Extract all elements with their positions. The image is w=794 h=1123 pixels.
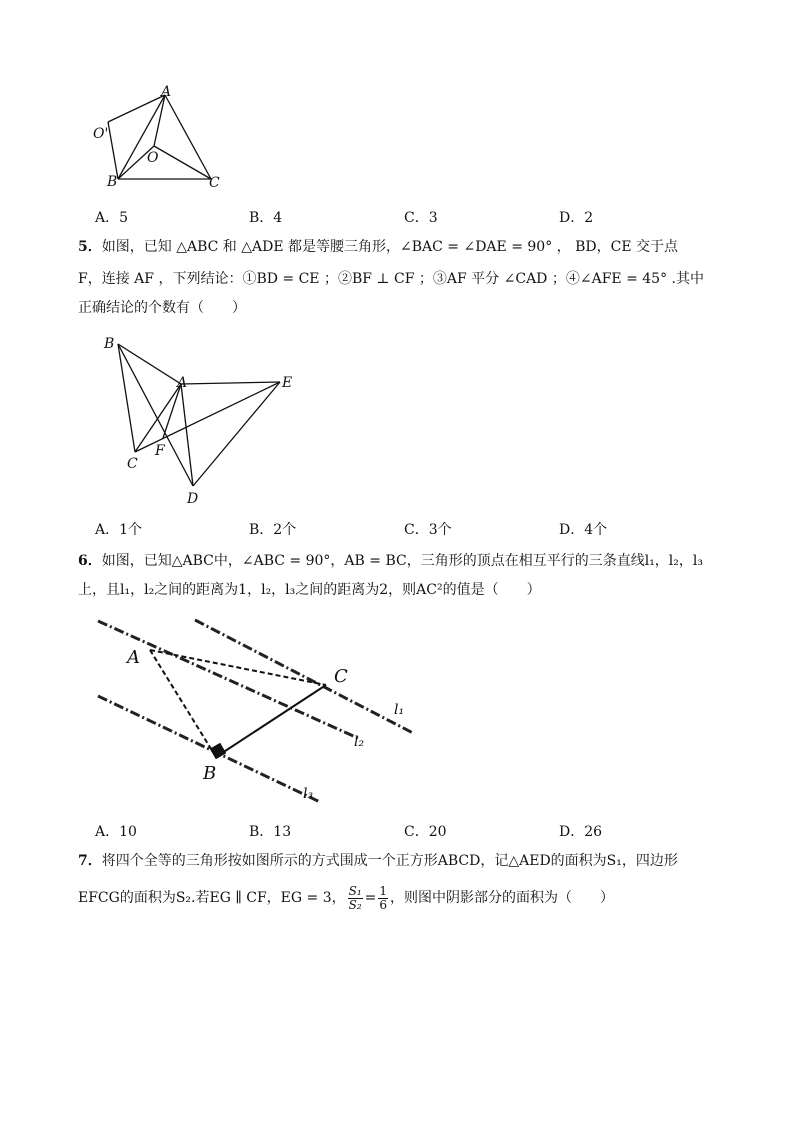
q6-segment-AC xyxy=(150,650,326,685)
q5-figure xyxy=(95,330,310,512)
q6-option-b[interactable]: B．13 xyxy=(249,824,292,840)
q7-fraction-denominator: S₂ xyxy=(348,897,362,912)
q4-option-b[interactable]: B．4 xyxy=(249,210,283,226)
q6-line1-text: 如图，已知△ABC中，∠ABC = 90°，AB = BC，三角形的顶点在相互平行的三条直线l₁，l₂，l₃ xyxy=(101,553,703,569)
q5-label-B: B xyxy=(104,336,115,352)
q6-segment-BC xyxy=(216,685,326,757)
q7-line1-text: 将四个全等的三角形按如图所示的方式围成一个正方形ABCD，记△AED的面积为S₁，四边形 xyxy=(101,853,678,869)
q6-label-A: A xyxy=(127,647,140,668)
q5-stem-line1 xyxy=(78,235,678,259)
q4-figure xyxy=(85,80,235,195)
q6-segment-AB xyxy=(150,650,216,757)
q4-line-O'B xyxy=(108,122,118,179)
q5-label-C: C xyxy=(127,456,138,472)
q5-stem-line2: F，连接 AF ，下列结论：①BD = CE ；②BF ⊥ CF ；③AF 平分 ∠CAD ；④∠AFE = 45° .其中 xyxy=(78,271,704,287)
q6-stem-line2: 上，且l₁，l₂之间的距离为1，l₂，l₃之间的距离为2，则AC²的值是（ ） xyxy=(78,582,541,598)
q5-option-b[interactable]: B．2个 xyxy=(249,522,297,538)
q5-line-ED xyxy=(193,382,280,486)
q6-option-a[interactable]: A．10 xyxy=(95,824,137,840)
q4-label-C: C xyxy=(209,175,220,191)
q5-line-AF xyxy=(163,384,181,438)
q7-fraction2-numerator: 1 xyxy=(379,883,388,898)
q6-figure xyxy=(95,612,420,812)
q5-option-c[interactable]: C．3个 xyxy=(404,522,452,538)
q5-line-AD xyxy=(181,384,193,486)
q7-fraction-one-sixth xyxy=(378,885,388,912)
q5-label-E: E xyxy=(282,375,293,391)
q6-number: 6． xyxy=(78,553,102,569)
q5-stem-line3: 正确结论的个数有（ ） xyxy=(78,300,246,316)
q5-line-BA xyxy=(118,344,181,384)
q6-label-l2: l₂ xyxy=(354,734,365,750)
q5-line-AC xyxy=(135,384,181,452)
q7-stem-line1 xyxy=(78,849,678,873)
q7-stem-line2 xyxy=(78,878,614,918)
q6-label-l1: l₁ xyxy=(394,702,405,718)
q7-number: 7． xyxy=(78,853,102,869)
q4-option-a[interactable]: A．5 xyxy=(95,210,129,226)
q4-label-O: O xyxy=(147,150,159,166)
q5-number: 5． xyxy=(78,239,102,255)
q5-line-AE xyxy=(181,382,280,384)
q6-label-l3: l₃ xyxy=(303,786,314,802)
q6-option-d[interactable]: D．26 xyxy=(559,824,603,840)
q5-label-A: A xyxy=(177,375,188,391)
q4-option-c[interactable]: C．3 xyxy=(404,210,438,226)
q7-fraction-s1-s2 xyxy=(348,885,363,912)
q5-line1-text: 如图，已知 △ABC 和 △ADE 都是等腰三角形，∠BAC = ∠DAE = 90° ， BD，CE 交于点 xyxy=(101,239,679,255)
q6-option-c[interactable]: C．20 xyxy=(404,824,447,840)
q5-option-d[interactable]: D．4个 xyxy=(559,522,608,538)
q6-line-l1 xyxy=(195,620,413,733)
q4-line-AO xyxy=(154,95,165,146)
q7-line2-pre: EFCG的面积为S₂.若EG ∥ CF，EG = 3， xyxy=(78,890,346,906)
q7-fraction-numerator: S₁ xyxy=(348,883,362,898)
q7-fraction2-denominator: 6 xyxy=(379,897,388,912)
q4-label-A: A xyxy=(161,84,172,100)
q7-equals: = xyxy=(364,890,377,906)
q4-option-d[interactable]: D．2 xyxy=(559,210,594,226)
q4-label-O-prime: O' xyxy=(93,126,109,142)
q6-stem-line1 xyxy=(78,549,703,573)
q6-label-B: B xyxy=(203,763,217,784)
q4-label-B: B xyxy=(107,174,118,190)
q5-label-F: F xyxy=(155,443,165,459)
q5-option-a[interactable]: A．1个 xyxy=(95,522,143,538)
q6-label-C: C xyxy=(334,666,348,687)
q4-line-AO' xyxy=(108,95,165,122)
q5-label-D: D xyxy=(187,491,199,507)
q4-line-AB xyxy=(118,95,165,179)
q7-line2-post: ，则图中阴影部分的面积为（ ） xyxy=(390,890,615,906)
